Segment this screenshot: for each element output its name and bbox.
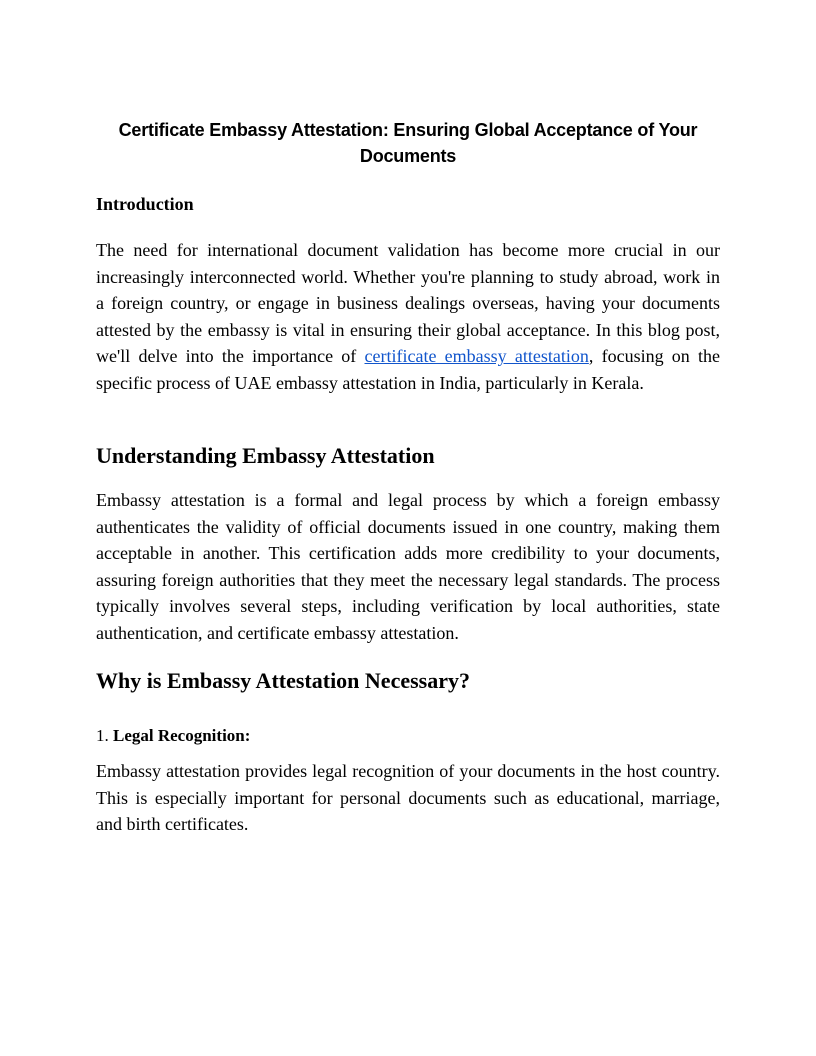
why-necessary-heading: Why is Embassy Attestation Necessary? bbox=[96, 668, 470, 693]
understanding-heading: Understanding Embassy Attestation bbox=[96, 443, 435, 468]
introduction-text-before-link: The need for international document validation has become more crucial in our increasingly interconnected world. Whether you're planning to study abroad, work in a foreign country, or engage in business dealings overseas, having your documents attested by the embassy is vital in ensuring their global acceptance. In this blog post, we'll delve into the importance of bbox=[96, 240, 720, 367]
document-title: Certificate Embassy Attestation: Ensuring Global Acceptance of Your Documents bbox=[118, 120, 698, 166]
list-item-number: 1. bbox=[96, 726, 109, 745]
introduction-paragraph bbox=[96, 237, 720, 397]
certificate-embassy-attestation-link[interactable]: certificate embassy attestation bbox=[364, 346, 589, 367]
understanding-paragraph: Embassy attestation is a formal and legal process by which a foreign embassy authenticates the validity of official documents issued in one country, making them acceptable in another. This certification adds more credibility to your documents, assuring foreign authorities that they meet the necessary legal standards. The process typically involves several steps, including verification by local authorities, state authentication, and certificate embassy attestation. bbox=[96, 490, 720, 643]
list-item-legal-recognition bbox=[96, 724, 250, 748]
legal-recognition-paragraph: Embassy attestation provides legal recognition of your documents in the host country. This is especially important for personal documents such as educational, marriage, and birth certificates. bbox=[96, 761, 720, 835]
introduction-heading: Introduction bbox=[96, 194, 194, 214]
list-item-label: Legal Recognition: bbox=[113, 726, 251, 745]
introduction-text-after-link: , focusing on the specific process of UAE embassy attestation in India, particularly in Kerala. bbox=[96, 346, 721, 393]
